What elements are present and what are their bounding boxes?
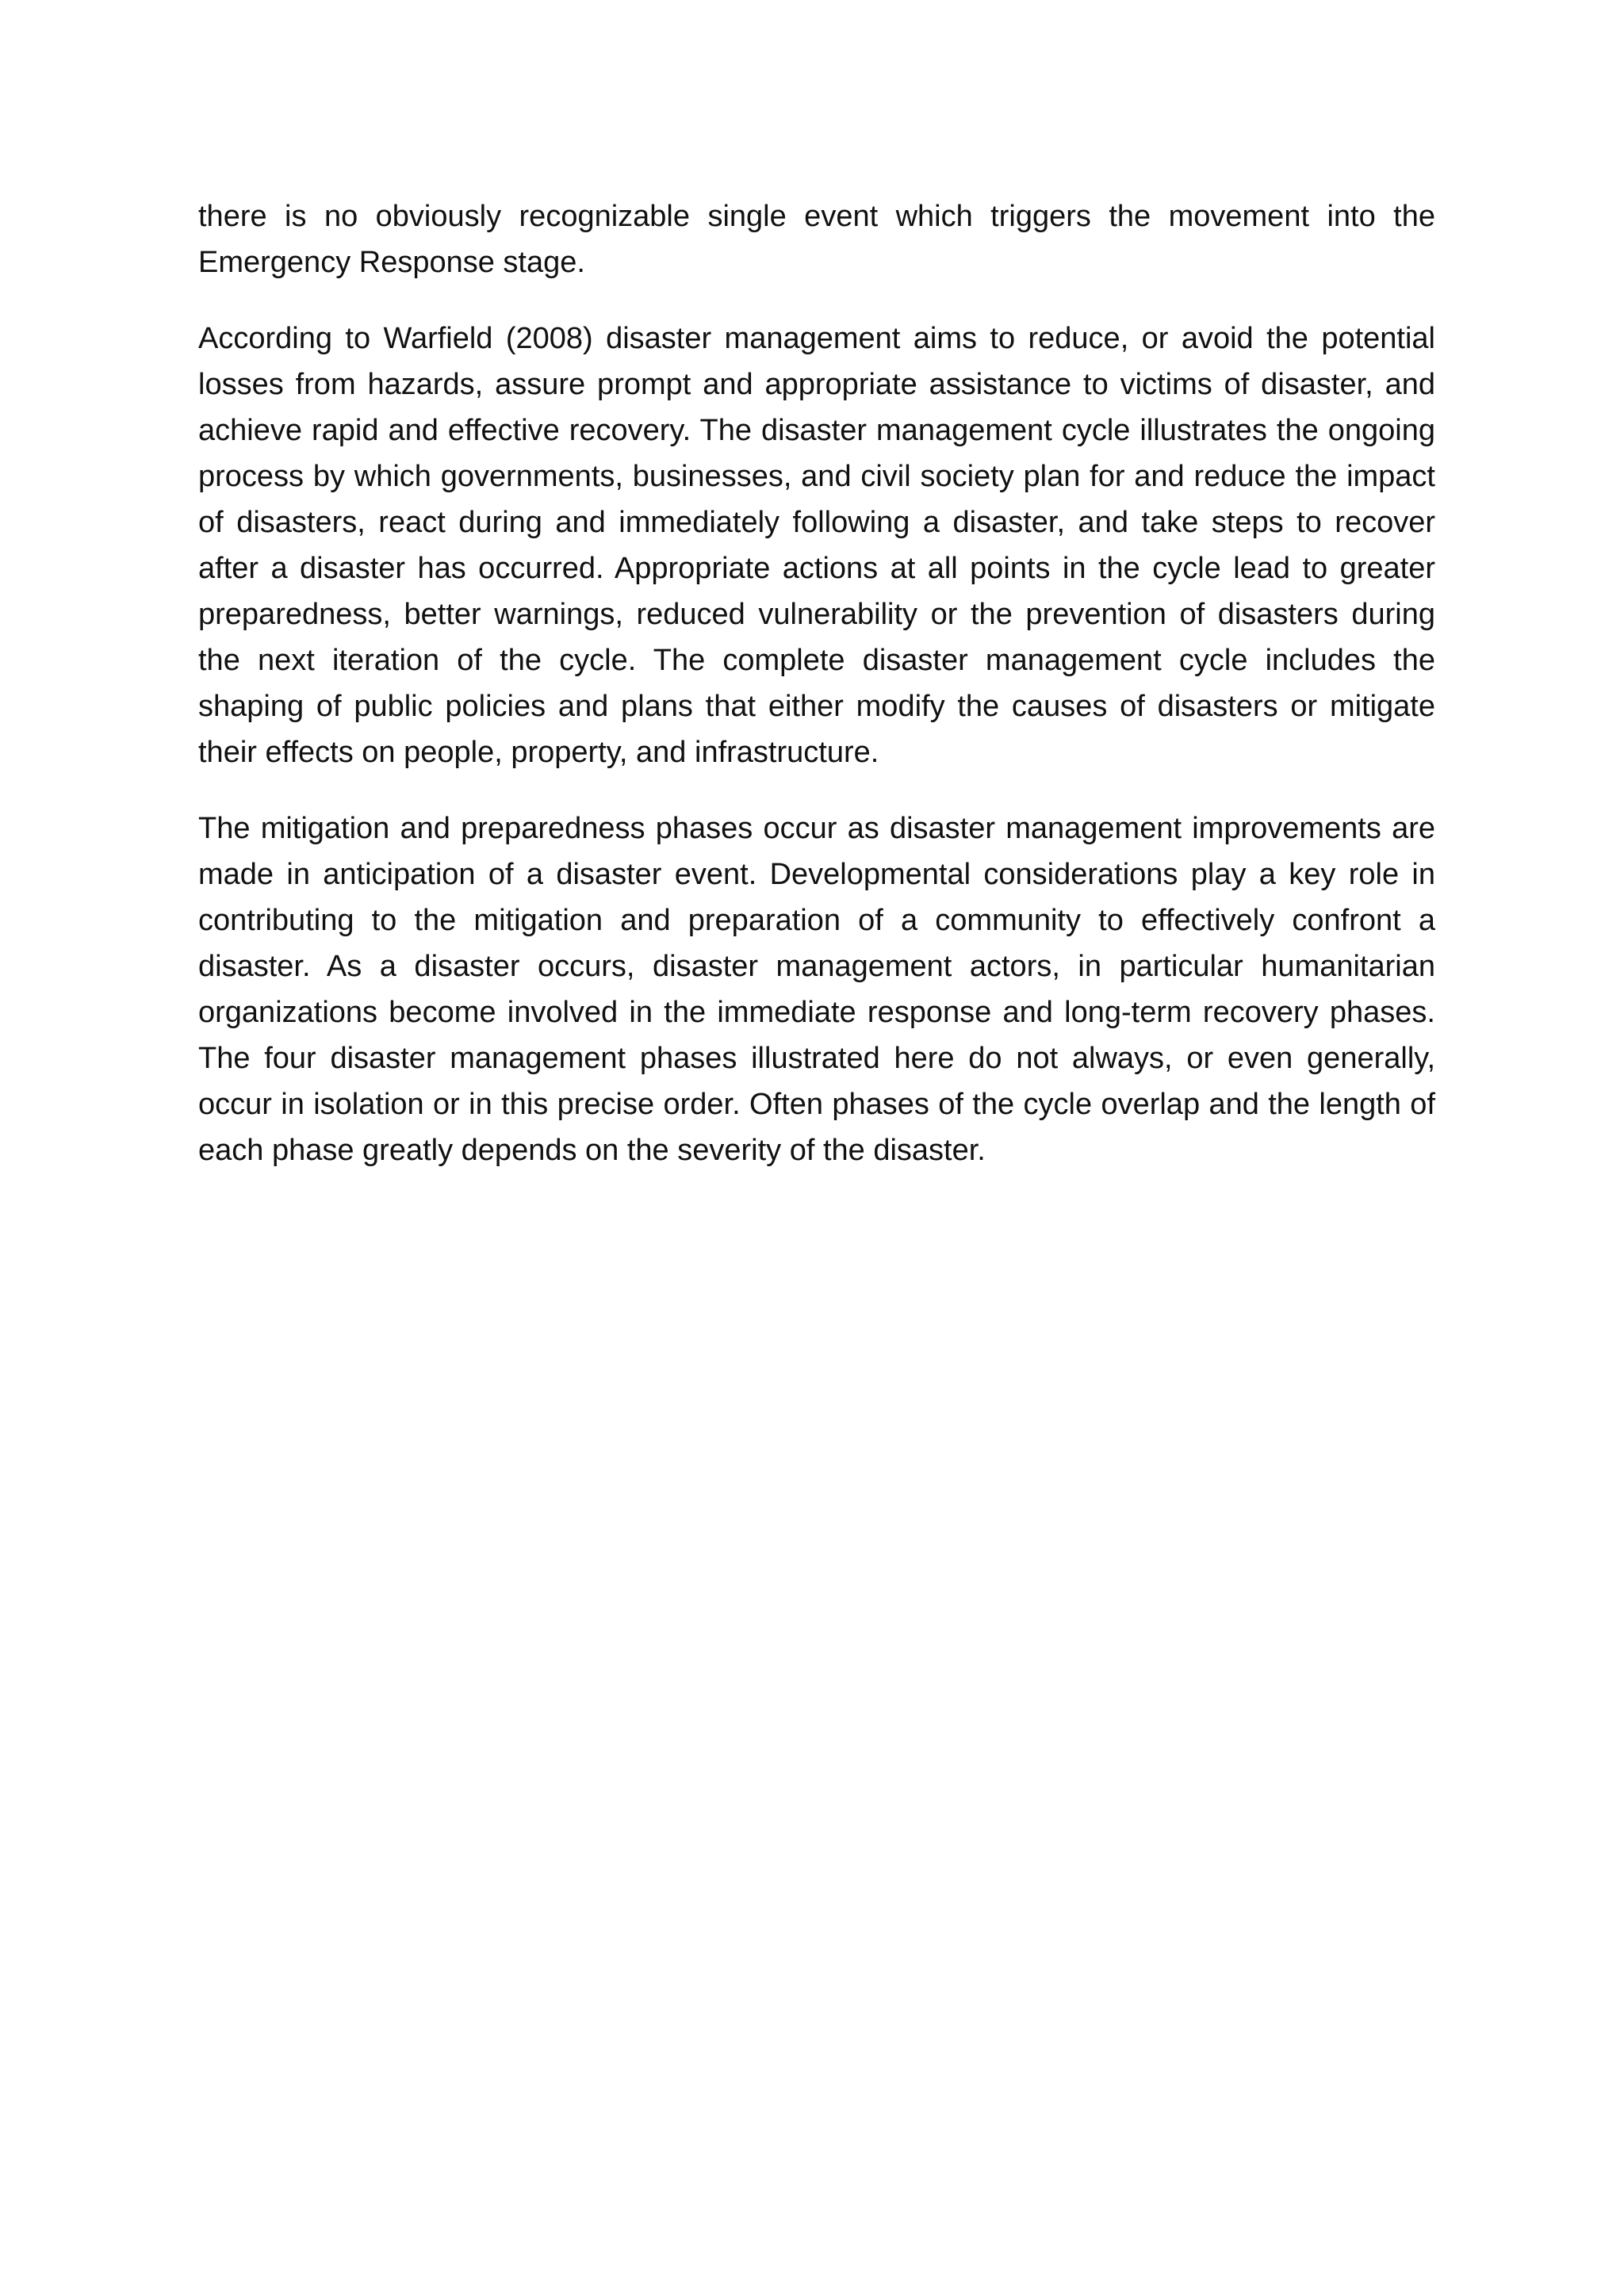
- paragraph-mitigation-preparedness: The mitigation and preparedness phases occur as disaster management improvements are made in anticipation of a disaster event. Developmental considerations play a key role in contributing to the mitigation and preparation of a community to effectively confront a disaster. As a disaster occurs, disaster management actors, in particular humanitarian organizations become involved in the immediate response and long-term recovery phases. The four disaster management phases illustrated here do not always, or even generally, occur in isolation or in this precise order. Often phases of the cycle overlap and the length of each phase greatly depends on the severity of the disaster.: [198, 812, 1435, 1167]
- paragraph-emergency-response-transition: there is no obviously recognizable single event which triggers the movement into the Emergency Response stage.: [198, 200, 1435, 279]
- document-body: [198, 193, 1435, 1173]
- paragraph-disaster-management-cycle: According to Warfield (2008) disaster management aims to reduce, or avoid the potential losses from hazards, assure prompt and appropriate assistance to victims of disaster, and achieve rapid and effective recovery. The disaster management cycle illustrates the ongoing process by which governments, businesses, and civil society plan for and reduce the impact of disasters, react during and immediately following a disaster, and take steps to recover after a disaster has occurred. Appropriate actions at all points in the cycle lead to greater preparedness, better warnings, reduced vulnerability or the prevention of disasters during the next iteration of the cycle. The complete disaster management cycle includes the shaping of public policies and plans that either modify the causes of disasters or mitigate their effects on people, property, and infrastructure.: [198, 322, 1435, 769]
